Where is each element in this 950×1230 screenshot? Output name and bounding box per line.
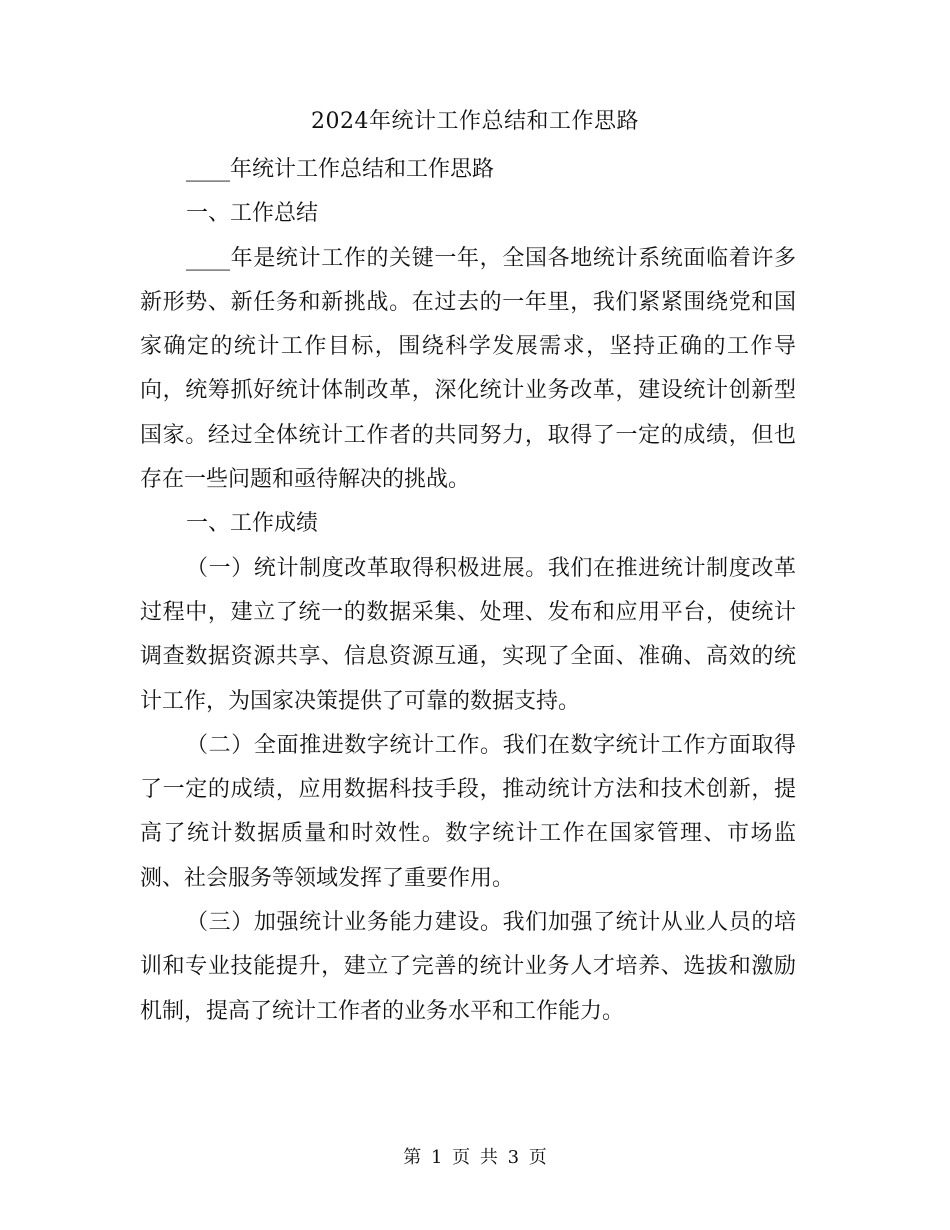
subtitle-paragraph: ____年统计工作总结和工作思路 bbox=[186, 157, 495, 182]
section-heading-work-summary: 一、工作总结 bbox=[186, 201, 319, 227]
document-body bbox=[140, 148, 796, 1034]
page-footer: 第 1 页 共 3 页 bbox=[403, 1147, 547, 1168]
document-title: 2024年统计工作总结和工作思路 bbox=[311, 109, 639, 134]
achievement-paragraph-3: （三）加强统计业务能力建设。我们加强了统计从业人员的培训和专业技能提升，建立了完善的统计业务人才培养、选拔和激励机制，提高了统计工作者的业务水平和工作能力。 bbox=[140, 910, 796, 1024]
intro-paragraph: ____年是统计工作的关键一年，全国各地统计系统面临着许多新形势、新任务和新挑战。在过去的一年里，我们紧紧围绕党和国家确定的统计工作目标，围绕科学发展需求，坚持正确的工作导向，统筹抓好统计体制改革，深化统计业务改革，建设统计创新型国家。经过全体统计工作者的共同努力，取得了一定的成绩，但也存在一些问题和亟待解决的挑战。 bbox=[140, 245, 796, 493]
achievement-paragraph-2: （二）全面推进数字统计工作。我们在数字统计工作方面取得了一定的成绩，应用数据科技手段，推动统计方法和技术创新，提高了统计数据质量和时效性。数字统计工作在国家管理、市场监测、社会服务等领域发挥了重要作用。 bbox=[140, 732, 796, 891]
achievement-paragraph-1: （一）统计制度改革取得积极进展。我们在推进统计制度改革过程中，建立了统一的数据采集、处理、发布和应用平台，使统计调查数据资源共享、信息资源互通，实现了全面、准确、高效的统计工作，为国家决策提供了可靠的数据支持。 bbox=[140, 555, 796, 714]
section-heading-achievements: 一、工作成绩 bbox=[186, 511, 319, 537]
